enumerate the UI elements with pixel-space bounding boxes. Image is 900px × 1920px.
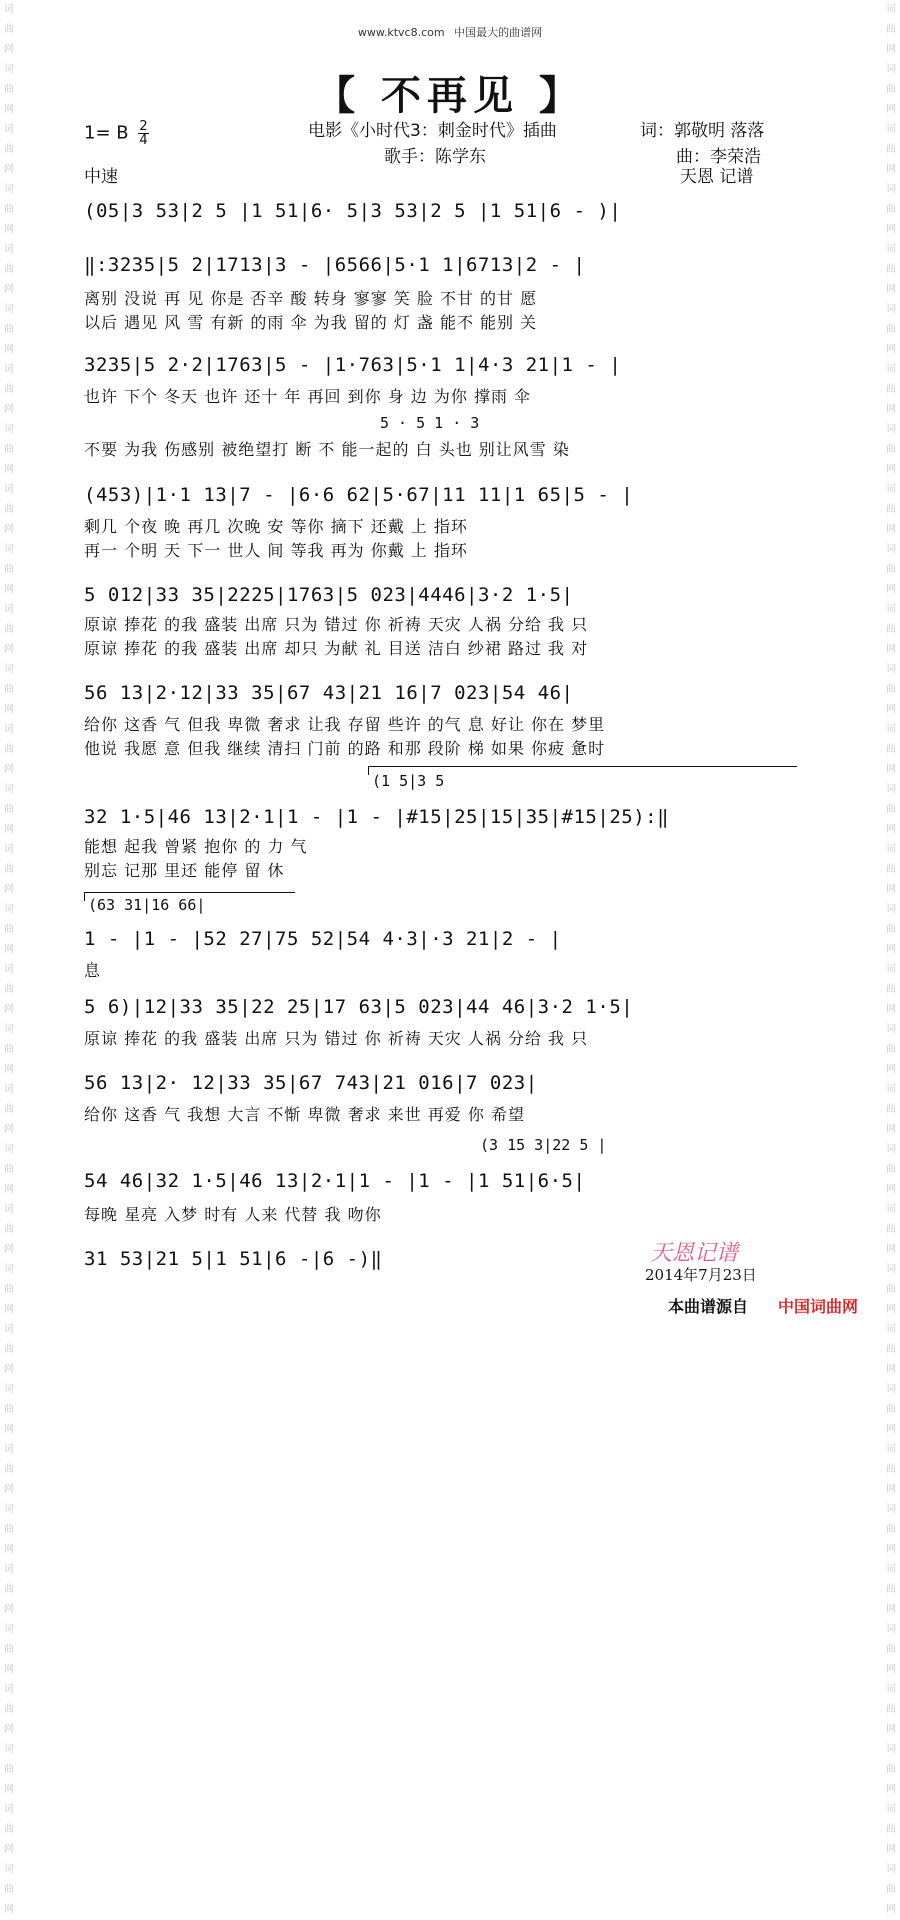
score-line-12-notes: (3 15 3|22 5 |: [480, 1136, 607, 1154]
score-line-8: 32 1·5|46 13|2·1|1 - |1 - |#15|25|15|35|#15|25):‖: [84, 806, 670, 828]
score-line-12: 54 46|32 1·5|46 13|2·1|1 - |1 - |1 51|6·5|: [84, 1170, 586, 1192]
lyric-line-6b: 原谅 捧花 的我 盛装 出席 却只 为献 礼 目送 洁白 纱裙 路过 我 对: [84, 639, 589, 658]
score-line-2: ‖:3235|5 2|1713|3 - |6566|5·1 1|6713|2 - |: [84, 254, 586, 276]
tempo-label: 中速: [84, 167, 118, 187]
score-line-8-notes: (1 5|3 5: [372, 772, 445, 790]
brand-link[interactable]: 中国词曲网: [778, 1297, 859, 1316]
lyric-line-5b: 再一 个明 天 下一 世人 间 等我 再为 你戴 上 指环: [84, 541, 468, 560]
score-line-13: 31 53|21 5|1 51|6 -|6 -)‖: [84, 1248, 383, 1270]
lyric-line-5a: 剩几 个夜 晚 再几 次晚 安 等你 摘下 还戴 上 指环: [84, 517, 468, 536]
lyricist-credit: 词：郭敬明 落落: [640, 121, 765, 141]
lyric-line-2b: 以后 遇见 风 雪 有新 的雨 伞 为我 留的 灯 盏 能不 能别 关: [84, 313, 538, 332]
site-header: [0, 24, 900, 40]
lyric-line-10: 原谅 捧花 的我 盛装 出席 只为 错过 你 祈祷 天灾 人祸 分给 我 只: [84, 1029, 589, 1048]
lyric-line-4: 不要 为我 伤感别 被绝望打 断 不 能一起的 白 头也 别让风雪 染: [84, 440, 570, 459]
key-label: 1= B: [84, 122, 129, 144]
score-line-7: 56 13|2·12|33 35|67 43|21 16|7 023|54 46|: [84, 682, 574, 704]
time-top: 2: [139, 119, 148, 134]
score-line-5: (453)|1·1 13|7 - |6·6 62|5·67|11 11|1 65|5 - |: [84, 484, 634, 506]
key-signature: [84, 120, 149, 147]
score-line-4-notes: 5 · 5 1 · 3: [380, 414, 480, 432]
transcriber-credit: 天恩 记谱: [680, 167, 754, 187]
site-name-label: 中国最大的曲谱网: [454, 26, 543, 39]
lyric-line-7a: 给你 这香 气 但我 卑微 奢求 让我 存留 些许 的气 息 好让 你在 梦里: [84, 715, 606, 734]
film-credit: 电影《小时代3：刺金时代》插曲: [308, 121, 557, 141]
score-line-9-notes: (63 31|16 66|: [88, 896, 206, 914]
lyric-line-3: 也许 下个 冬天 也许 还十 年 再回 到你 身 边 为你 撑雨 伞: [84, 387, 532, 406]
singer-credit: 歌手：陈学东: [384, 147, 486, 167]
transcriber-signature: 天恩记谱: [650, 1241, 739, 1266]
right-watermark-strip: 词曲网词曲网词曲网词曲网词曲网词曲网词曲网词曲网词曲网词曲网词曲网词曲网词曲网词曲网词曲网词曲网词曲网词曲网词曲网词曲网词曲网词曲网词曲网词曲网词曲网词曲网词曲网词曲网词曲网词曲网词曲网词曲网: [886, 4, 896, 1915]
score-line-3: 3235|5 2·2|1763|5 - |1·763|5·1 1|4·3 21|1 - |: [84, 354, 622, 376]
transcription-date: 2014年7月23日: [645, 1266, 757, 1284]
lyric-line-12: 每晚 星亮 入梦 时有 人来 代替 我 吻你: [84, 1205, 382, 1224]
time-bottom: 4: [139, 133, 148, 148]
score-line-6: 5 012|33 35|2225|1763|5 023|4446|3·2 1·5|: [84, 584, 574, 606]
lyric-line-9: 息: [84, 961, 102, 980]
lyric-line-11: 给你 这香 气 我想 大言 不惭 卑微 奢求 来世 再爱 你 希望: [84, 1105, 525, 1124]
score-line-9: 1 - |1 - |52 27|75 52|54 4·3|·3 21|2 - |: [84, 928, 562, 950]
lyric-line-7b: 他说 我愿 意 但我 继续 清扫 门前 的路 和那 段阶 梯 如果 你疲 惫时: [84, 739, 606, 758]
score-line-1: (05|3 53|2 5 |1 51|6· 5|3 53|2 5 |1 51|6 - )|: [84, 200, 622, 222]
lyric-line-8a: 能想 起我 曾紧 抱你 的 力 气: [84, 837, 308, 856]
time-signature: [138, 120, 148, 147]
score-line-10: 5 6)|12|33 35|22 25|17 63|5 023|44 46|3·2 1·5|: [84, 996, 634, 1018]
song-title: 【 不再见 】: [315, 73, 585, 119]
source-label: 本曲谱源自: [668, 1297, 749, 1316]
composer-credit: 曲：李荣浩: [676, 147, 761, 167]
site-url-link[interactable]: www.ktvc8.com: [357, 26, 445, 39]
lyric-line-2a: 离别 没说 再 见 你是 否辛 酸 转身 寥寥 笑 脸 不甘 的甘 愿: [84, 289, 538, 308]
lyric-line-6a: 原谅 捧花 的我 盛装 出席 只为 错过 你 祈祷 天灾 人祸 分给 我 只: [84, 615, 589, 634]
score-line-11: 56 13|2· 12|33 35|67 743|21 016|7 023|: [84, 1072, 538, 1094]
left-watermark-strip: 词曲网词曲网词曲网词曲网词曲网词曲网词曲网词曲网词曲网词曲网词曲网词曲网词曲网词曲网词曲网词曲网词曲网词曲网词曲网词曲网词曲网词曲网词曲网词曲网词曲网词曲网词曲网词曲网词曲网词曲网词曲网词曲网: [4, 4, 14, 1915]
lyric-line-8b: 别忘 记那 里还 能停 留 休: [84, 861, 285, 880]
